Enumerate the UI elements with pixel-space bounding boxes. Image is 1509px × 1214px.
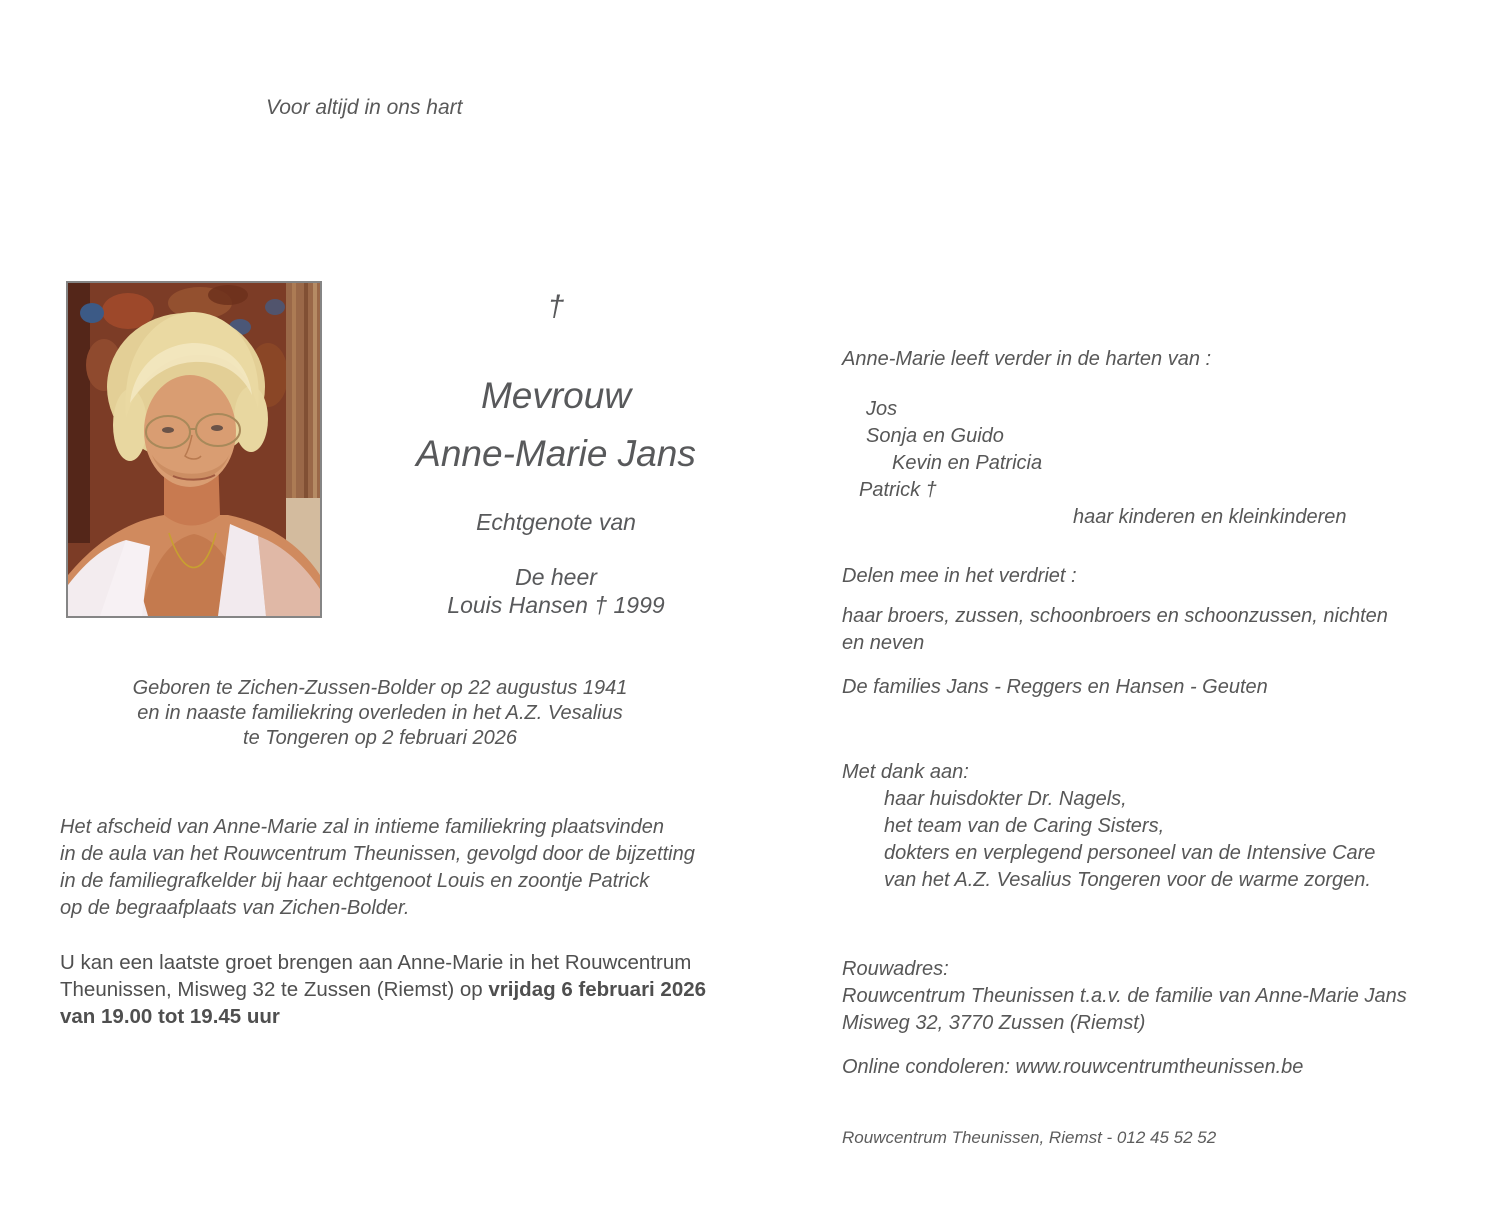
announcement-block — [330, 290, 782, 619]
honorific-title: Mevrouw — [480, 375, 632, 416]
visitation-text: Theunissen, Misweg 32 te Zussen (Riemst) op — [60, 978, 489, 1001]
family-column — [842, 346, 1442, 1149]
spouse-title: De heer — [515, 564, 597, 590]
birth-line: Geboren te Zichen-Zussen-Bolder op 22 augustus 1941 — [132, 677, 628, 699]
survivor-name: Patrick † — [859, 479, 937, 501]
mourning-line: haar broers, zussen, schoonbroers en schoonzussen, nichten — [842, 605, 1388, 627]
mourning-lines — [842, 603, 1442, 657]
visitation-line — [60, 976, 706, 1003]
address-line: Rouwcentrum Theunissen t.a.v. de familie van Anne-Marie Jans — [842, 985, 1407, 1007]
address-line: Misweg 32, 3770 Zussen (Riemst) — [842, 1012, 1146, 1034]
portrait-photo — [66, 281, 322, 618]
birth-line: te Tongeren op 2 februari 2026 — [243, 727, 517, 749]
spouse-name: Louis Hansen † 1999 — [447, 592, 665, 618]
cross-symbol: † — [547, 290, 565, 323]
mourning-heading: Delen mee in het verdriet : — [842, 565, 1077, 587]
farewell-line: in de aula van het Rouwcentrum Theunissen, gevolgd door de bijzetting — [60, 843, 695, 865]
thanks-heading: Met dank aan: — [842, 761, 969, 783]
thanks-line: van het A.Z. Vesalius Tongeren voor de warme zorgen. — [884, 869, 1371, 891]
survivors-closing: haar kinderen en kleinkinderen — [1073, 506, 1347, 528]
portrait-illustration — [68, 283, 320, 616]
survivor-name: Kevin en Patricia — [892, 452, 1043, 474]
families-line: De families Jans - Reggers en Hansen - Geuten — [842, 676, 1268, 698]
birth-death-paragraph — [60, 676, 700, 751]
farewell-paragraph — [60, 814, 695, 922]
survivors-heading: Anne-Marie leeft verder in de harten van : — [842, 348, 1212, 370]
farewell-line: Het afscheid van Anne-Marie zal in intieme familiekring plaatsvinden — [60, 816, 665, 838]
survivor-name: Sonja en Guido — [866, 425, 1004, 447]
thanks-block — [842, 759, 1442, 894]
visitation-time: van 19.00 tot 19.45 uur — [60, 1005, 280, 1028]
thanks-line: dokters en verplegend personeel van de Intensive Care — [884, 842, 1376, 864]
mourning-line: en neven — [842, 632, 925, 654]
farewell-line: op de begraafplaats van Zichen-Bolder. — [60, 897, 410, 919]
online-condolence-line: Online condoleren: www.rouwcentrumtheunissen.be — [842, 1056, 1304, 1078]
visitation-line: U kan een laatste groet brengen aan Anne-Marie in het Rouwcentrum — [60, 951, 692, 974]
address-heading: Rouwadres: — [842, 958, 949, 980]
thanks-line: het team van de Caring Sisters, — [884, 815, 1165, 837]
deceased-name: Anne-Marie Jans — [416, 433, 696, 474]
survivor-name: Jos — [866, 398, 898, 420]
visitation-line — [60, 1003, 706, 1030]
spouse-intro: Echtgenote van — [476, 509, 636, 535]
visitation-paragraph — [60, 949, 706, 1030]
birth-line: en in naaste familiekring overleden in het A.Z. Vesalius — [137, 702, 623, 724]
funeral-home-footer: Rouwcentrum Theunissen, Riemst - 012 45 52 52 — [842, 1128, 1217, 1147]
header-quote: Voor altijd in ons hart — [266, 96, 463, 119]
thanks-line: haar huisdokter Dr. Nagels, — [884, 788, 1127, 810]
farewell-line: in de familiegrafkelder bij haar echtgenoot Louis en zoontje Patrick — [60, 870, 650, 892]
survivors-list — [842, 396, 1442, 531]
visitation-date: vrijdag 6 februari 2026 — [488, 978, 707, 1001]
mourning-address-block — [842, 956, 1442, 1037]
